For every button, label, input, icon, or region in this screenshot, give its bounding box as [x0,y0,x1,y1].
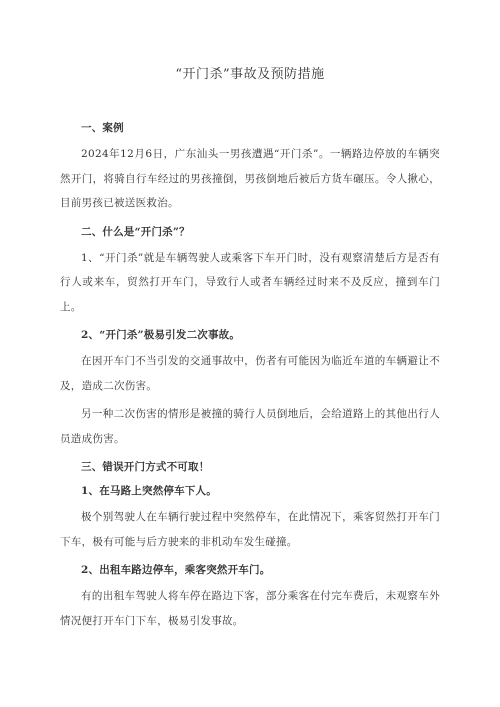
document-body [60,118,440,633]
subheading-sudden-stop: 1、在马路上突然停车下人。 [81,485,217,497]
section-heading-what-is: 二、什么是“开门杀”？ [81,225,190,238]
subheading-secondary-accident: 2、“开门杀”极易引发二次事故。 [81,329,241,341]
taxi-stop-paragraph: 有的出租车驾驶人将车停在路边下客，部分乘客在付完车费后，未观察车外情况便打开车门下车，极易引发事故。 [60,590,440,627]
document-title: “开门杀”事故及预防措施 [175,67,325,82]
case-paragraph: 2024年12月6日，广东汕头一男孩遭遇“开门杀”。一辆路边停放的车辆突然开门，将骑自行车经过的男孩撞倒，男孩倒地后被后方货车碾压。令人揪心，目前男孩已被送医救治。 [60,148,440,209]
subheading-taxi-stop: 2、出租车路边停车，乘客突然开车门。 [81,564,271,576]
sudden-stop-paragraph: 极个别驾驶人在车辆行驶过程中突然停车，在此情况下，乘客贸然打开车门下车，极有可能与后方驶来的非机动车发生碰撞。 [60,511,440,548]
definition-paragraph: 1、“开门杀”就是车辆驾驶人或乘客下车开门时，没有观察清楚后方是否有行人或来车，贸然打开车门，导致行人或者车辆经过时来不及反应，撞到车门上。 [60,251,440,313]
section-heading-wrong-methods: 三、错误开门方式不可取！ [81,461,210,473]
secondary-accident-paragraph-2: 另一种二次伤害的情形是被撞的骑行人员倒地后，会给道路上的其他出行人员造成伤害。 [60,408,440,445]
secondary-accident-paragraph-1: 在因开车门不当引发的交通事故中，伤者有可能因为临近车道的车辆避让不及，造成二次伤害。 [60,355,440,392]
section-heading-case: 一、案例 [81,122,124,134]
